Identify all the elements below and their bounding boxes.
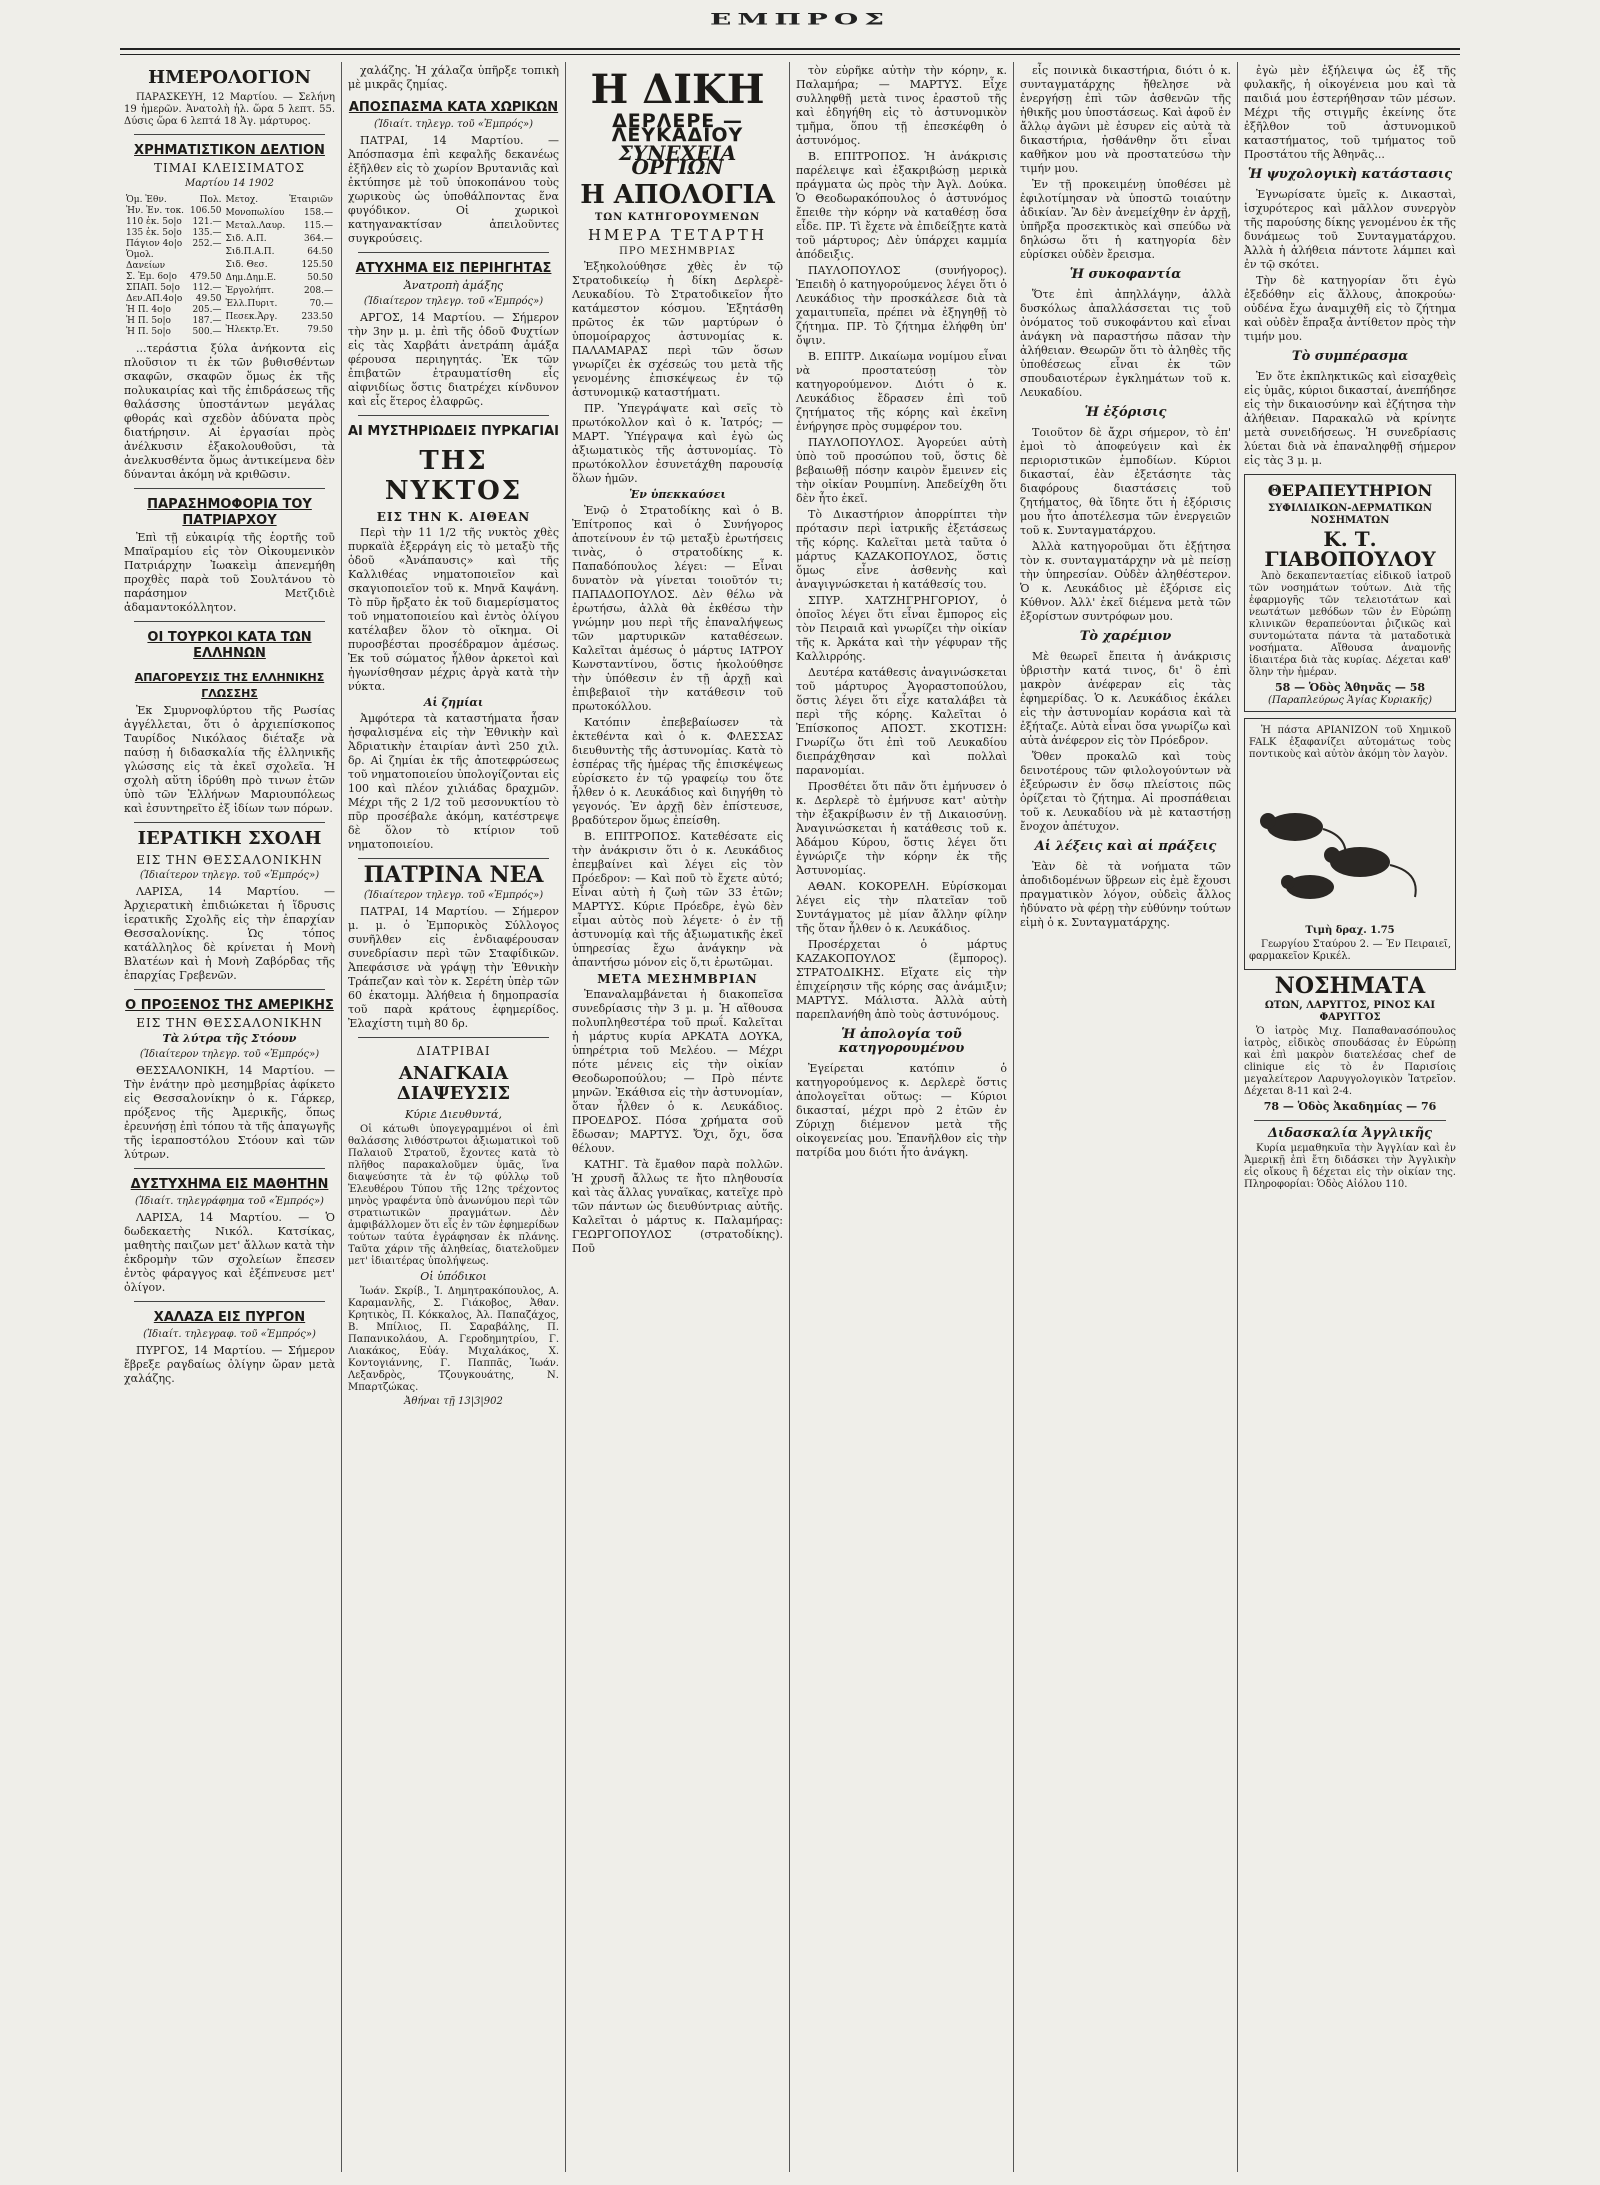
quotes-left xyxy=(124,195,224,338)
col5-text-3: Ἀλλὰ κατηγοροῦμαι ὅτι ἐξῄτησα τὸν κ. συνταγματάρχην νὰ μὲ πείσῃ τὴν ὑπηρεσίαν. Οὐδὲν ἀληθέστερον. Ὁ κ. Λευκάδιος μὲ ἐξόρισε εἰς Κύθνον. Ἀλλ' ἐκεῖ διέμενα μετὰ τῶν ἐξορίστων συντρόφων μου. xyxy=(1020,540,1231,623)
quote-value: Πολ. xyxy=(199,195,222,205)
rats-illustration xyxy=(1249,767,1451,917)
quote-value: 233.50 xyxy=(301,312,333,322)
column-2 xyxy=(342,62,566,2172)
quote-row xyxy=(224,325,336,338)
fire-subtitle: ΕΙΣ ΤΗΝ Κ. ΑΙΘΕΑΝ xyxy=(376,510,531,524)
bishop-subtitle: ΕΙΣ ΤΗΝ ΘΕΣΣΑΛΟΝΙΚΗΝ xyxy=(136,853,323,867)
conclusion-title: Τὸ συμπέρασμα xyxy=(1291,349,1409,364)
denial-footer: Ἀθήναι τῇ 13|3|902 xyxy=(404,1396,503,1407)
quote-name: Δεν.ΑΠ.4ο|ο xyxy=(126,294,183,304)
clinic-title: ΘΕΡΑΠΕΥΤΗΡΙΟΝ xyxy=(1267,481,1433,500)
quote-name: Ἡ Π. 4ο|ο xyxy=(126,305,171,315)
lessons-title: Διδασκαλία Ἀγγλικῆς xyxy=(1267,1126,1433,1141)
consul-text: ΘΕΣΣΑΛΟΝΙΚΗ, 14 Μαρτίου. — Τὴν ἐνάτην πρὸ μεσημβρίας ἀφίκετο εἰς Θεσσαλονίκην ὁ κ. Γάρκερ, πρόξενος τῆς Ἀμερικῆς, ὅπως ἐρευνήσῃ ἐπὶ τόπου τὰ τῆς ἀπαγωγῆς τῆς ἱεραποστόλου Στόουν καὶ τῶν λύτρων. xyxy=(124,1064,335,1161)
hail-text: ΠΥΡΓΟΣ, 14 Μαρτίου. — Σήμερον ἔβρεξε ραγδαίως ὀλίγην ὥραν μετὰ χαλάζης. xyxy=(124,1344,335,1385)
quote-row xyxy=(224,260,336,273)
quote-name: Ἐργολήπτ. xyxy=(225,286,275,296)
quote-row xyxy=(124,294,224,305)
clinic-address-2: (Παραπλεύρως Ἁγίας Κυριακῆς) xyxy=(1268,695,1432,706)
column-4 xyxy=(790,62,1014,2172)
conclusion-text: Ἐν ὅτε ἐκπληκτικῶς καὶ εἰσαχθεὶς εἰς ὑμᾶς, κύριοι δικασταί, ἀνεπήδησε εἰς τὴν δικαιοσύνην καὶ ἐζήτησα τὴν ἀλήθειαν. Παρακαλῶ νὰ κρίνητε μετὰ συνειδήσεως. Ἡ συνεδρίασις λύεται διὰ νὰ ἐπαναληφθῇ σήμερον εἰς τὰς 3 μ. μ. xyxy=(1244,370,1456,467)
rat-text: Ἡ πάστα ΑΡΙΑΝΙΖΟΝ τοῦ Χημικοῦ FALK ἐξαφανίζει αὐτομάτως τοὺς ποντικοὺς καὶ αὐτὸν ἀκόμη τὸν λαγὸν. xyxy=(1249,725,1451,760)
disease-address: 78 — Ὁδὸς Ἀκαδημίας — 76 xyxy=(1263,1100,1437,1113)
exchange-title: ΧΡΗΜΑΤΙΣΤΙΚΟΝ ΔΕΛΤΙΟΝ xyxy=(134,143,325,158)
quote-value: 187.— xyxy=(192,316,222,326)
tourists-text: ΑΡΓΟΣ, 14 Μαρτίου. — Σήμερον τὴν 3ην μ. μ. ἐπὶ τῆς ὁδοῦ Φυχτίων εἰς τὰς Χαρβάτι ἀνετράπη ἁμάξα φέρουσα περιηγητάς. Ἐκ τῶν ἐπιβατῶν ἐτραυματίσθη εἷς αἰφνιδίως ὅστις διατρέχει κίνδυνον καὶ εἷς ἕτερος ἐλαφρῶς. xyxy=(348,311,559,408)
col5-text-1: εἷς ποινικὰ δικαστήρια, διότι ὁ κ. συνταγματάρχης ἤθελησε νὰ ἐνεργήσῃ ἐπὶ τῶν ἀσθενῶν τῆς ἠθικῆς μου ὑποστάσεως. Καὶ ἀφοῦ ἐν ἄλλῳ ἀγῶνι μὲ ἐσυρεν εἰς αὐτὰ τὰ δικαστήρια, ἠσθάνθην ὅτι εἶναι καθῆκον μου νὰ προστατεύσω τὴν τιμήν μου. xyxy=(1020,64,1231,175)
quote-value: 49.50 xyxy=(195,294,222,304)
fire-subhead: Αἱ ζημίαι xyxy=(423,696,484,709)
quote-row xyxy=(124,217,224,228)
masthead-title: ΕΜΠΡΟΣ xyxy=(709,10,891,29)
quote-value: 121.— xyxy=(192,217,222,227)
consul-title: Ο ΠΡΟΞΕΝΟΣ ΤΗΣ ΑΜΕΡΙΚΗΣ xyxy=(125,998,334,1013)
quote-name: Μεταλ.Λαυρ. xyxy=(225,221,286,231)
student-dateline: (Ἰδιαίτ. τηλεγράφημα τοῦ «Ἐμπρός») xyxy=(135,1196,324,1207)
trial-session: ΠΡΟ ΜΕΣΗΜΒΡΙΑΣ xyxy=(619,246,736,257)
quote-name: Ἡ Π. 5ο|ο xyxy=(126,316,171,326)
denial-salute: Κύριε Διευθυντά, xyxy=(405,1108,502,1121)
column-6 xyxy=(1238,62,1462,2172)
harem-title: Τὸ χαρέμιον xyxy=(1079,629,1172,644)
fire-title-2: ΤΗΣ ΝΥΚΤΟΣ xyxy=(384,446,523,506)
disease-subtitle: ΩΤΩΝ, ΛΑΡΥΓΓΟΣ, ΡΙΝΟΣ ΚΑΙ ΦΑΡΥΓΓΟΣ xyxy=(1264,1000,1436,1023)
quote-row xyxy=(224,312,336,325)
fire-text: Περὶ τὴν 11 1/2 τῆς νυκτὸς χθὲς πυρκαϊὰ ἐξερράγη εἰς τὸ μεταξὺ τῆς ὁδοῦ «Ἀνάπαυσις» καὶ τῆς Καλλιθέας νηματοποιεῖον καὶ σκαγιοποιεῖον τοῦ κ. Μηνᾶ Καψάνη. Τὸ πῦρ ἤρξατο ἐκ τοῦ διαμερίσματος τοῦ νηματοποιείου καὶ ἐντὸς ὀλίγου κατέλαβεν ὅλον τὸ οἴκημα. Οἱ πυροσβέσται προσέδραμον ἀμέσως. Ἐκ τοῦ σώματος ἦλθον ἀρκετοὶ καὶ ἠγωνίσθησαν μέχρις ἀργὰ κατὰ τὴν νύκτα. xyxy=(348,526,559,693)
words-title: Αἱ λέξεις καὶ αἱ πράξεις xyxy=(1034,839,1217,854)
words-text: Ἐὰν δὲ τὰ νοήματα τῶν ἀποδιδομένων ὕβρεων εἰς ἐμὲ ἔχουσι πραγματικὸν λόγον, οὐδεὶς ἄλλος ἠδύνατο νὰ φέρῃ τὴν εὐθύνην τούτων εἰμὴ ὁ κ. Συνταγματάρχης. xyxy=(1020,860,1231,929)
defense-text: Ἐγείρεται κατόπιν ὁ κατηγορούμενος κ. Δερλερὲ ὅστις ἀπολογεῖται οὕτως: — Κύριοι δικασταί, μέχρι πρὸ 2 ἐτῶν ἐν Ζύριχῃ διέμενον μετὰ τῆς οἰκογενείας μου. Ἐπανῆλθον εἰς τὴν πατρίδα μου διότι ἦτο ἀνάγκη. xyxy=(796,1062,1007,1159)
col4-pavlopoulos-2: ΠΑΥΛΟΠΟΥΛΟΣ. Ἀγορεύει αὐτὴ ὑπὸ τοῦ προσώπου τοῦ, ὅστις δὲ βεβαιωθῇ πόσην καιρὸν ἔμεινεν εἰς τὴν οἰκίαν Ρουμπίνη. Ἀπεδείχθη ὅτι δὲν ἦτο ἐκεῖ. xyxy=(796,436,1007,505)
quote-row xyxy=(124,239,224,250)
quote-value: 115.— xyxy=(303,221,333,231)
quote-row xyxy=(124,305,224,316)
patriarch-title: ΠΑΡΑΣΗΜΟΦΟΡΙΑ ΤΟΥ ΠΑΤΡΙΑΡΧΟΥ xyxy=(147,497,312,528)
sycophancy-title: Ἡ συκοφαντία xyxy=(1069,267,1182,282)
column-5 xyxy=(1014,62,1238,2172)
col4-pavlopoulos-1: ΠΑΥΛΟΠΟΥΛΟΣ (συνήγορος). Ἐπειδὴ ὁ κατηγορούμενος λέγει ὅτι ὁ Λευκάδιος τὴν προσκάλεσε διὰ τὰ χαμαιτυπεῖα, πρέπει νὰ ἐξηγηθῇ τὸ ζήτημα. ΠΡ. Τὸ ζήτημα ἐλήφθη ὑπ' ὄψιν. xyxy=(796,264,1007,347)
rat-shop: Γεωργίου Σταύρου 2. — Ἐν Πειραιεῖ, φαρμακεῖον Κρικέλ. xyxy=(1249,939,1451,962)
patriarch-text: Ἐπὶ τῇ εὐκαιρίᾳ τῆς ἑορτῆς τοῦ Μπαϊραμίου εἰς τὸν Οἰκουμενικὸν Πατριάρχην Ἰωακεὶμ ἀπενεμήθη προχθὲς παρὰ τοῦ Σουλτάνου τὸ παράσημον Μετζιδιὲ ἀδαμαντοκόλλητον. xyxy=(124,531,335,614)
col4-text-3: Β. ΕΠΙΤΡ. Δικαίωμα νομίμου εἶναι νὰ προστατεύσῃ τὸν κατηγορούμενον. Διότι ὁ κ. Λευκάδιος ἔδρασεν ἐπὶ τοῦ ζητήματος τῆς κόρης καὶ ἐκεῖνη ἐνήργησε πρὸς συμφέρον του. xyxy=(796,350,1007,433)
quote-name: Μονοπωλίου xyxy=(225,208,285,218)
exile-title: Ἡ ἐξόρισις xyxy=(1084,405,1167,420)
denial-text: Οἱ κάτωθι ὑπογεγραμμένοι οἱ ἐπὶ θαλάσσης λιθόστρωτοι ἀξιωματικοὶ τοῦ Παλαιοῦ Στρατοῦ, ἔχοντες κατὰ τὸ πλῆθος παρακαλοῦμεν ὑμᾶς, ἵνα διαψεύσητε τὰ ἐν τῷ φύλλῳ τοῦ Ἐλευθέρου Τύπου τῆς 12ης τρέχοντος μηνὸς γραφέντα ὑπὸ ἀνωνύμου περὶ τῶν στρατιωτικῶν πραγμάτων. Δὲν ἀμφιβάλλομεν ὅτι εἷς ἐν τῶν ἐφημερίδων τούτων ταύτα ἐγράφησαν ἐκ πλάνης. Ταῦτα χάριν τῆς ἀληθείας, διατελοῦμεν μετ' ἰδιαιτέρας ὑπολήψεως. xyxy=(348,1124,559,1267)
quotes-right xyxy=(224,195,336,338)
quote-value: 158.— xyxy=(303,208,333,218)
quote-value: Ἑταιριῶν xyxy=(289,195,333,205)
bishop-title: ΙΕΡΑΤΙΚΗ ΣΧΟΛΗ xyxy=(137,828,322,849)
divider xyxy=(358,415,549,416)
trial-title-4: Η ΑΠΟΛΟΓΙΑ xyxy=(580,180,775,210)
quote-name: Δημ.Δημ.Ε. xyxy=(225,273,277,283)
quote-row xyxy=(124,283,224,294)
fire-text-2: Ἀμφότερα τὰ καταστήματα ἦσαν ἠσφαλισμένα εἰς τὴν Ἐθνικὴν καὶ Ἀδριατικὴν ἑταιρίαν ἀντὶ 250 χιλ. δρ. Αἱ ζημίαι ἐκ τῆς ἀποτεφρώσεως τοῦ νηματοποιείου ὑπολογίζονται εἰς 100 καὶ πλέον χιλιάδας δραχμῶν. Μέχρι τῆς 2 1/2 τοῦ μεσονυκτίου τὸ πῦρ προσέβαλε ἀκόμη, κατέστρεψε δὲ ὅλον τὸ κτίριον τοῦ νηματοποιείου. xyxy=(348,712,559,851)
quote-value: 50.50 xyxy=(307,273,333,283)
consul-subtitle-2: Τὰ λύτρα τῆς Στόουν xyxy=(162,1032,297,1045)
quote-value: 479.50 xyxy=(190,272,222,282)
quote-row xyxy=(124,327,224,338)
quote-value: 208.— xyxy=(303,286,333,296)
col6-text-2: Τὴν δὲ κατηγορίαν ὅτι ἐγὼ ἐξεδόθην εἰς ἄλλους, ἀποκρούω· οὐδένα ἔχω ἀναμιχθῆ εἰς τὸ ζήτημα καὶ οὐδὲν ἔπραξα ἀντίθετον πρὸς τὴν τιμήν μου. xyxy=(1244,274,1456,343)
quote-value: 252.— xyxy=(192,239,222,249)
quote-row xyxy=(124,228,224,239)
quote-value: 125.50 xyxy=(301,260,333,270)
psych-title: Ἡ ψυχολογικὴ κατάστασις xyxy=(1247,167,1453,182)
divider xyxy=(134,621,325,622)
quote-row xyxy=(224,273,336,286)
trial-text-6: Ἐπαναλαμβάνεται ἡ διακοπεῖσα συνεδρίασις τὴν 3 μ. μ. Ἡ αἴθουσα πολυπληθεστέρα τοῦ πρωΐ. Καλεῖται ἡ μάρτυς κυρία ΑΡΚΑΤΑ ΔΟΥΚΑ, ὑπηρέτρια τοῦ Μελέου. — Μέχρι πότε μένεις εἰς τὴν οἰκίαν Θεοδωροπούλου; — Πρὸ πέντε μηνῶν. Ἐκάθισα εἰς τὴν ἀστυνομίαν, ὅταν ἦλθεν ὁ κ. Λευκάδιος. ΠΡΟΕΔΡΟΣ. Πόσα χρήματα σοῦ ἔδωσαν; ΜΑΡΤΥΣ. Ὄχι, ὄχι, ὅσα θέλουν. xyxy=(572,988,783,1155)
quote-value: 135.— xyxy=(192,228,222,238)
quote-row xyxy=(124,195,224,206)
patras-title: ΠΑΤΡΙΝΑ ΝΕΑ xyxy=(363,862,544,888)
exile-text: Τοιοῦτον δὲ ἄχρι σήμερον, τὸ ἐπ' ἐμοὶ τὸ ἀποφεύγειν καὶ ἐκ περιοριστικῶν ἐμποδίων. Κύριοι δικασταί, ἐὰν ἐξετάσητε τὰς διαφόρους διαστάσεις τοῦ ζητήματος, θὰ ἴδητε ὅτι ἡ ἐξόρισις μου ἦτο ἀποτέλεσμα τῶν ἐνεργειῶν τοῦ κ. Συνταγματάρχου. xyxy=(1020,426,1231,537)
quote-name: Σιδ. Θεσ. xyxy=(225,260,268,270)
quote-value: 112.— xyxy=(192,283,222,293)
trial-text-1: Ἐξηκολούθησε χθὲς ἐν τῷ Στρατοδικείῳ ἡ δίκη Δερλερὲ-Λευκαδίου. Τὸ Στρατοδικεῖον ἦτο κατάμεστον κόσμου. Ἐξητάσθη πρῶτος ἐκ τῶν μαρτύρων ὁ ὑπομοίραρχος ἀστυνομίας κ. ΠΑΛΑΜΑΡΑΣ περὶ τῶν ὅσων γνωρίζει ἐκ σχέσεώς του μετὰ τῆς γενομένης ἐπισκέψεως ἐν τῷ ἀστυνομικῷ καταστήματι. xyxy=(572,260,783,399)
greeks-text: Ἐκ Σμυρνοφλύρτου τῆς Ρωσίας ἀγγέλλεται, ὅτι ὁ ἀρχιεπίσκοπος Ταυρίδος Νικόλαος διέταξε νὰ παύσῃ ἡ διδασκαλία τῆς ἑλληνικῆς γλώσσης εἰς τὰ ἐκεῖ σχολεῖα. Ἡ σχολὴ αὕτη ἱδρύθη πρὸ τινων ἐτῶν ὑπὸ τῶν Ἑλλήνων Μαριουπόλεως καὶ ἐσυντηρεῖτο ἐξ ἰδίων των πόρων. xyxy=(124,704,335,815)
quote-row xyxy=(224,299,336,312)
divider xyxy=(134,1168,325,1169)
trial-text-4: Κατόπιν ἐπεβεβαίωσεν τὰ ἐκτεθέντα καὶ ὁ κ. ΦΛΕΣΣΑΣ διευθυντὴς τῆς ἀστυνομίας. Κατὰ τὸ ἑσπέρας τῆς ἡμέρας τῆς ἐπισκέψεως εὑρίσκετο ἐν τῷ γραφείῳ του ὅτε ἦλθεν ὁ κ. Λευκάδιος καὶ διηγήθη τὸ γεγονός. Ἐν ἀρχῇ δὲν ἐπίστευσε, βραδύτερον ὅμως ἐπείσθη. xyxy=(572,716,783,827)
trial-session-2: ΜΕΤΑ ΜΕΣΗΜΒΡΙΑΝ xyxy=(597,972,758,986)
col4-text-6: Προσθέτει ὅτι πᾶν ὅτι ἐμήνυσεν ὁ κ. Δερλερὲ τὸ ἐμήνυσε κατ' αὐτὴν τὴν ἐξακρίβωσιν ἐν τῇ Δικαιοσύνῃ. Ἀναγινώσκεται ἡ κατάθεσις τοῦ κ. Ἀδάμου Κύρου, ὅστις λέγει ὅτι ἐγνώριζε τὴν κόρην ἐκ τῆς Ἀστυνομίας. xyxy=(796,780,1007,877)
quote-name: ΣΠΑΠ. 5ο|ο xyxy=(126,283,180,293)
denial-sign-label: Οἱ ὑπόδικοι xyxy=(420,1270,487,1283)
denial-title: ΑΝΑΓΚΑΙΑ ΔΙΑΨΕΥΣΙΣ xyxy=(396,1063,511,1104)
quote-value: 64.50 xyxy=(307,247,333,257)
harem-text: Μὲ θεωρεῖ ἔπειτα ἡ ἀνάκρισις ὑβριστὴν κατά τινος, δι' ὃ ἐπὶ μακρὸν ἀνέφεραν εἰς τὰς ἐφημερίδας. Ὁ κ. Λευκάδιος ἐκάλει εἰς τὴν ἀστυνομίαν κοράσια καὶ τὰ ἐξήταζε. Αὐτὰ εἶναι ὅσα γνωρίζω καὶ αὐτὰ ἀνέφερον εἰς τὸν Πρόεδρον. xyxy=(1020,650,1231,747)
divider xyxy=(134,134,325,135)
patras-dateline: (Ἰδιαίτερον τηλεγρ. τοῦ «Ἐμπρός») xyxy=(363,890,544,901)
quote-row xyxy=(124,206,224,217)
col4-athanas: ΑΘΑΝ. ΚΟΚΟΡΕΛΗ. Εὑρίσκομαι λέγει εἰς τὴν πλατεῖαν τοῦ Συντάγματος μὲ μίαν ἄλλην φίλην τῆς ὅταν ἦλθεν ὁ κ. Λευκάδιος. xyxy=(796,880,1007,935)
villages-title: ΑΠΟΣΠΑΣΜΑ ΚΑΤΑ ΧΩΡΙΚΩΝ xyxy=(348,100,559,115)
quote-row xyxy=(224,195,336,208)
quote-name: Ἑλλ.Πυριτ. xyxy=(225,299,278,309)
quote-value: 70.— xyxy=(309,299,333,309)
clinic-name: Κ. Τ. ΓΙΑΒΟΠΟΥΛΟΥ xyxy=(1264,527,1436,571)
quote-value: 205.— xyxy=(192,305,222,315)
trial-text-5: Β. ΕΠΙΤΡΟΠΟΣ. Κατεθέσατε εἰς τὴν ἀνάκρισιν ὅτι ὁ κ. Λευκάδιος ἐπεμβαίνει καὶ λέγει εἰς τὸν Πρόεδρον: — Καὶ ποῦ τὸ ἔχετε αὐτό; Εἶναι αὐτὴ ἡ ζωὴ τῶν 33 ἐτῶν; ΜΑΡΤΥΣ. Κύριε Πρόεδρε, ἐγὼ δὲν εἶμαι αὐτὸς ποὺ λέγετε· ὁ ἐν τῇ ἀστυνομίᾳ καὶ τῆς ἀξιωματικῆς ἐκεῖ ὑπηρεσίας ἔχω ἀνάγκην νὰ ἀπαντήσω μόνον εἰς ὅ,τι ἐρωτῶμαι. xyxy=(572,830,783,969)
quote-name: Ὁμ. Ἐθν. xyxy=(126,195,167,205)
disease-text: Ὁ ἰατρὸς Μιχ. Παπαθανασόπουλος ἰατρὸς, εἰδικὸς σπουδάσας ἐν Εὐρώπῃ καὶ ἐπὶ μακρὸν διατελέσας chef de clinique εἰς τὸ ἐν Παρισίοις μεγαλείτερον Λαρυγγολογικὸν Ἰατρεῖον. Δέχεται 8-11 καὶ 2-4. xyxy=(1244,1026,1456,1097)
quote-name: Ἡ Π. 5ο|ο xyxy=(126,327,171,337)
col4-text-2: Β. ΕΠΙΤΡΟΠΟΣ. Ἡ ἀνάκρισις παρέλειψε καὶ ἐξακριβώσῃ μερικὰ πράγματα ὡς πρὸς τὴν Ἀγλ. Δούκα. Ὁ Θεοδωρακόπουλος ὁ ἀστυνόμος ἔπειθε τὴν κόρην νὰ καταθέσῃ ὅσα εἶδε. ΠΡ. Τὶ ἔχετε νὰ ἐπιδείξῃτε κατὰ τοῦ μάρτυρος; Δὲν ὑπάρχει καμμία ἀπόδειξις. xyxy=(796,150,1007,261)
tourists-dateline: (Ἰδιαίτερον τηλεγρ. τοῦ «Ἐμπρός») xyxy=(363,296,544,307)
trial-text-3: Ἐνῷ ὁ Στρατοδίκης καὶ ὁ Β. Ἐπίτροπος καὶ ὁ Συνήγορος ἀποτείνουν ἐν τῷ μεταξὺ ἐρωτήσεις τινὰς, ὁ στρατοδίκης κ. Παπαδόπουλος λέγει: — Εἶναι δυνατὸν νὰ γίνεται τοιοῦτόν τι; ΠΑΠΑΔΟΠΟΥΛΟΣ. Δὲν θέλω νὰ ἐρωτήσω, ἀλλὰ θὰ ἐκθέσω τὴν γνώμην μου περὶ τῆς ἐπαναλήψεως τῶν μαρτυρικῶν καταθέσεων. Καλεῖται ἀμέσως ὁ μάρτυς ΙΑΤΡΟΥ Κωνσταντίνου, ὅστις ἠκολούθησε τὴν ὑπόθεσιν ἐν τῇ ἀρχῇ καὶ ἐπιβεβαιοῖ τὴν κατάθεσιν τοῦ πρωτοκόλλου. xyxy=(572,504,783,713)
quote-name: Πεσεκ.Ἀργ. xyxy=(225,312,278,322)
col5-text-2: Ἐν τῇ προκειμένῃ ὑποθέσει μὲ ἐφιλοτίμησαν νὰ ὑποστῶ τοιαύτην ἀδικίαν. Ἂν δὲν ἀνεμείχθην ἐν ἀρχῇ, ὑπῆρξα προσεκτικὸς καὶ σπεύδω νὰ δηλώσω ὅτι ἡ κατηγορία δὲν εὑρίσκει οὐδὲν ἔρεισμα. xyxy=(1020,178,1231,261)
trial-title-3: ΣΥΝΕΧΕΙΑ ΟΡΓΙΩΝ xyxy=(618,141,737,179)
villages-text: ΠΑΤΡΑΙ, 14 Μαρτίου. — Ἀπόσπασμα ἐπὶ κεφαλῆς δεκανέως ἐξῆλθεν εἰς τὸ χωρίον Βρυτανιᾶς καὶ ἐκτύπησε μὲ τοῦ ὑποκοπάνου τοὺς χωρικοὺς ὡς ὑποθάλποντας ἕνα φυγόδικον. Οἱ χωρικοὶ κατηγανακτίσαν ἀπειλοῦντες συγκρούσεις. xyxy=(348,134,559,245)
divider xyxy=(358,1037,549,1038)
divider xyxy=(134,1301,325,1302)
quote-row xyxy=(124,250,224,272)
denial-signatories: Ἰωάν. Σκρίβ., Ἰ. Δημητρακόπουλος, Α. Καραμανλῆς, Σ. Γιάκοβος, Ἀθαν. Κρητικὸς, Π. Κόκκαλος, Ἀλ. Παπαζάχος, Β. Μπίλιος, Π. Σαραβάλης, Π. Παπανικολάου, Α. Γεροδημητρίου, Γ. Λιακάκος, Εὐάγ. Μιχαλάκος, Χ. Κοντογιάννης, Γ. Παππᾶς, Ἰωάν. Λεξανδρὸς, Τζουγκουάτης, Ν. Μπαρτζώκας. xyxy=(348,1286,559,1393)
column-1 xyxy=(118,62,342,2172)
greeks-subtitle: ΑΠΑΓΟΡΕΥΣΙΣ ΤΗΣ ΕΛΛΗΝΙΚΗΣ ΓΛΩΣΣΗΣ xyxy=(134,671,325,700)
calendar-title: ΗΜΕΡΟΛΟΓΙΟΝ xyxy=(148,67,311,88)
quote-row xyxy=(224,247,336,260)
trial-title: Η ΔΙΚΗ xyxy=(590,66,765,113)
exchange-subtitle: ΤΙΜΑΙ ΚΛΕΙΣΙΜΑΤΟΣ xyxy=(154,161,305,175)
quote-row xyxy=(224,208,336,221)
trial-text-2: ΠΡ. Ὑπεγράψατε καὶ σεῖς τὸ πρωτόκολλον καὶ ὁ κ. Ἰατρός; — ΜΑΡΤ. Ὑπέγραψα καὶ ἐγὼ ὡς ἀξιωματικὸς τῆς ἀστυνομίας. Τὸ πρωτόκολλον ἐσυνετάχθη παρουσίᾳ ὅλων ἡμῶν. xyxy=(572,402,783,485)
greeks-title: ΟΙ ΤΟΥΡΚΟΙ ΚΑΤΑ ΤΩΝ ΕΛΛΗΝΩΝ xyxy=(147,630,312,661)
clinic-ad xyxy=(1244,474,1456,712)
rat-price: Τιμὴ δραχ. 1.75 xyxy=(1305,925,1395,936)
lessons-text: Κυρία μεμαθηκυῖα τὴν Ἀγγλίαν καὶ ἐν Ἀμερικῇ ἐπὶ ἔτη διδάσκει τὴν Ἀγγλικὴν εἰς οἴκους ἢ δέχεται εἰς τὴν οἰκίαν της. Πληροφορίαι: Ὁδὸς Αἰόλου 110. xyxy=(1244,1143,1456,1190)
quote-name: 135 ἐκ. 5ο|ο xyxy=(126,228,182,238)
quote-value: 106.50 xyxy=(190,206,222,216)
consul-dateline: (Ἰδιαίτερον τηλεγρ. τοῦ «Ἐμπρός») xyxy=(139,1049,320,1060)
quote-name: Μετοχ. xyxy=(225,195,259,205)
col6-text-1: ἐγὼ μὲν ἐξήλειψα ὡς ἐξ τῆς φυλακῆς, ἡ οἰκογένεια μου καὶ τὰ παιδιά μου ἐστερήθησαν τῶν μέσων. Μέχρι τῆς στιγμῆς ἐκείνης ὅτε ἐξῆλθον τοῦ ἀστυνομικοῦ καταστήματος, τοῦ τμήματος τοῦ Προστάτου τῆς Ἀθηνᾶς... xyxy=(1244,64,1456,161)
divider xyxy=(358,858,549,859)
col5-text-4: Ὅθεν προκαλῶ καὶ τοὺς δεινοτέρους τῶν φιλολογούντων νὰ ἐξεύρωσιν ἐν ὅσῳ πλείστοις πῶς ὀρίζεται τὸ ζήτημα. Αἱ προσπάθειαι τοῦ κ. Λευκαδίου νὰ μὲ καταστήσῃ ἔνοχον ἀπέτυχον. xyxy=(1020,750,1231,833)
col4-text-4: Τὸ Δικαστήριον ἀπορρίπτει τὴν πρότασιν περὶ ἰατρικῆς ἐξετάσεως τῆς κόρης. Καλεῖται μετὰ ταῦτα ὁ μάρτυς ΚΑΖΑΚΟΠΟΥΛΟΣ, ὅστις ὅμως εἶνε ἀσθενὴς καὶ ἀναγιγνώσκεται ἡ κατάθεσίς του. xyxy=(796,508,1007,591)
student-title: ΔΥΣΤΥΧΗΜΑ ΕΙΣ ΜΑΘΗΤΗΝ xyxy=(130,1177,329,1192)
sycophancy-text: Ὅτε ἐπὶ ἀπηλλάγην, ἀλλὰ δυσκόλως ἀπαλλάσσεται τις τοῦ ὀνόματος τοῦ συκοφάντου καὶ εἶναι ἀνάγκη νὰ παραστήσω πᾶσαν τὴν ἀλήθειαν. Θεωρῶν ὅτι τὸ ἀληθὲς τῆς ὑποθέσεως εἶναι ἐκ τῶν σπουδαιοτέρων ἐγκλημάτων τοῦ κ. Λευκαδίου. xyxy=(1020,288,1231,399)
quote-row xyxy=(124,316,224,327)
bishop-dateline: (Ἰδιαίτερον τηλεγρ. τοῦ «Ἐμπρός») xyxy=(139,870,320,881)
clinic-subtitle: ΣΥΦΙΛΙΔΙΚΩΝ-ΔΕΡΜΑΤΙΚΩΝ ΝΟΣΗΜΑΤΩΝ xyxy=(1268,503,1432,526)
consul-subtitle: ΕΙΣ ΤΗΝ ΘΕΣΣΑΛΟΝΙΚΗΝ xyxy=(136,1016,323,1030)
trial-title-5: ΤΩΝ ΚΑΤΗΓΟΡΟΥΜΕΝΩΝ xyxy=(594,212,761,223)
quote-row xyxy=(224,234,336,247)
fire-title: ΑΙ ΜΥΣΤΗΡΙΩΔΕΙΣ ΠΥΡΚΑΓΙΑΙ xyxy=(348,424,559,439)
tourists-subtitle: Ἀνατροπὴ ἁμάξης xyxy=(403,279,504,292)
divider xyxy=(1254,1120,1446,1121)
psych-text: Ἐγνωρίσατε ὑμεῖς κ. Δικασταὶ, ἰσχυρότερος καὶ μᾶλλον συνεργὸν τῆς παρούσης δίκης γενομένου ἐκ τῆς δυνάμεως τοῦ Συνταγματάρχου. Ἀλλὰ ἡ ἀλήθεια πάντοτε λάμπει καὶ ἐν τῷ σκότει. xyxy=(1244,188,1456,271)
patras-text: ΠΑΤΡΑΙ, 14 Μαρτίου. — Σήμερον μ. μ. ὁ Ἐμπορικὸς Σύλλογος συνῆλθεν εἰς ἐνδιαφέρουσαν συνεδρίασιν περὶ τῶν Σταφίδικῶν. Ἀπεφάσισε νὰ γράψῃ τὴν Ἐθνικὴν Τράπεζαν καὶ τὸν κ. Σερέτη ὑπὲρ τῶν 60 ἑκατομμ. Ἀλήθεια ἡ δημοπρασία τοῦ παρὰ κράτους ἐφημερίδος. Ἐλαχίστη τιμὴ 80 δρ. xyxy=(348,905,559,1030)
rat-poison-ad xyxy=(1244,718,1456,970)
bishop-text: ΛΑΡΙΣΑ, 14 Μαρτίου. — Ἀρχιερατικὴ ἐπιδιώκεται ἡ ἵδρυσις ἱερατικῆς Σχολῆς εἰς τὴν ἐπαρχίαν Θεσσαλονίκης. Ὡς τόπος κατάλληλος δὲ κρίνεται ἡ Μονὴ Βλατέων καὶ ἡ Μονὴ Ζαβόρδας τῆς ἐπαρχίας Γρεβενῶν. xyxy=(124,885,335,982)
quote-name: Σιδ. Α.Π. xyxy=(225,234,267,244)
masthead-rule xyxy=(120,48,1460,55)
quote-name: Σ. Ἐμ. 6ο|ο xyxy=(126,272,177,282)
divider xyxy=(134,989,325,990)
quote-value: 500.— xyxy=(192,327,222,337)
hail-dateline: (Ἰδιαίτ. τηλεγραφ. τοῦ «Ἐμπρός») xyxy=(143,1329,316,1340)
hail-title: ΧΑΛΑΖΑ ΕΙΣ ΠΥΡΓΟΝ xyxy=(153,1310,306,1325)
clinic-address: 58 — Ὁδὸς Ἀθηνᾶς — 58 xyxy=(1274,681,1426,694)
hail-continued: χαλάζης. Ἡ χάλαζα ὑπῆρξε τοπικὴ μὲ μικρᾶς ζημίας. xyxy=(348,64,559,91)
quote-name: Ἠλεκτρ.Ἑτ. xyxy=(225,325,280,335)
trial-text-7: ΚΑΤΗΓ. Τὰ ἔμαθον παρὰ πολλῶν. Ἡ χρυσῆ ἄλλως τε ἤτο πληθουσία καὶ τὰς ἄλλας γυναῖκας, κατεῖχε πρὸ τῶν πάντων ὡς διευθύντριας αὐτῆς. Καλεῖται ὁ μάρτυς κ. Παλαμήρας: ΓΕΩΡΓΟΠΟΥΛΟΣ (στρατοδίκης). Ποῦ xyxy=(572,1158,783,1255)
villages-dateline: (Ἰδιαίτ. τηλεγρ. τοῦ «Ἐμπρός») xyxy=(373,119,534,130)
quote-row xyxy=(224,286,336,299)
quote-name: Σιδ.Π.Α.Π. xyxy=(225,247,275,257)
col4-text-1: τὸν εὑρῆκε αὐτὴν τὴν κόρην, κ. Παλαμήρα; — ΜΑΡΤΥΣ. Εἶχε συλληφθῇ μετὰ τινος ἐραστοῦ τῆς καὶ ἐδηγήθη εἰς τὸ ἀστυνομικὸν τμῆμα, ὅπου τῇ ἐπεσκέφθη ὁ ἀστυνόμος. xyxy=(796,64,1007,147)
divider xyxy=(358,252,549,253)
newspaper-page xyxy=(118,62,1462,2172)
quote-value: 79.50 xyxy=(307,325,333,335)
quote-name: Ἠν. Ἐν. τοκ. xyxy=(126,206,184,216)
clinic-text: Ἀπὸ δεκαπενταετίας εἰδικοῦ ἰατροῦ τῶν νοσημάτων τούτων. Διὰ τῆς ἐφαρμογῆς τῶν τελειοτάτων καὶ νεωτάτων μεθόδων τῶν ἐν Εὐρώπῃ κλινικῶν θεραπεύονται ῥιζικῶς καὶ συντομώτατα πάντα τὰ ματαδοτικὰ νοσήματα. Αἴθουσα ἀναμονῆς ἰδιαιτέρα διὰ τὰς κυρίας. Δέχεται καθ' ὅλην τὴν ἡμέραν. xyxy=(1249,571,1451,678)
quotes-table xyxy=(124,193,335,340)
col4-kazakopoulos: Προσέρχεται ὁ μάρτυς ΚΑΖΑΚΟΠΟΥΛΟΣ (ἔμπορος). ΣΤΡΑΤΟΔΙΚΗΣ. Εἴχατε εἰς τὴν ἐπιχείρησιν τῆς κόρης σας ἀνάμιξιν; ΜΑΡΤΥΣ. Μάλιστα. Ἀλλὰ αὐτὴ παρεπλανήθη ἀπὸ τοὺς ἀστυνόμους. xyxy=(796,938,1007,1021)
column-3 xyxy=(566,62,790,2172)
student-text: ΛΑΡΙΣΑ, 14 Μαρτίου. — Ὁ δωδεκαετὴς Νικόλ. Κατσίκας, μαθητὴς παιζων μετ' ἄλλων κατὰ τὴν ἐκδρομὴν τῶν σχολείων ἔπεσεν ἐντὸς φάραγγος καὶ ἐξέπνευσε μετ' ὀλίγον. xyxy=(124,1211,335,1294)
tourists-title: ΑΤΥΧΗΜΑ ΕΙΣ ΠΕΡΙΗΓΗΤΑΣ xyxy=(355,261,552,276)
defense-title: Ἡ ἀπολογία τοῦ κατηγορουμένου xyxy=(838,1027,965,1056)
divider xyxy=(134,488,325,489)
quote-value: 364.— xyxy=(303,234,333,244)
calendar-text: ΠΑΡΑΣΚΕΥΗ, 12 Μαρτίου. — Σελήνη 19 ἡμερῶν. Ἀνατολὴ ἡλ. ὥρα 5 λεπτ. 55. Δύσις ὥρα 6 λεπτά 18 Ἁγ. μάρτυρος. xyxy=(124,92,335,127)
disease-title: ΝΟΣΗΜΑΤΑ xyxy=(1274,973,1426,999)
exchange-date: Μαρτίου 14 1902 xyxy=(185,178,274,189)
article-salvage: ...τεράστια ξύλα ἀνήκοντα εἰς πλοῦσιον τι ἐκ τῶν βυθισθέντων σκαφῶν, σκαφῶν ὅμως ἐκ τῆς πολυκαιρίας καὶ τῆς ἐπιδράσεως τῆς θαλάσσης ὑποστάντων μεγάλας φθοράς καὶ σχεδὸν ἀδύνατα πρὸς διατήρησιν. Αἱ ἐργασίαι πρὸς ἀνέλκυσιν ἐξακολουθοῦσι, τὰ ἀνελκυσθέντα ὅμως ἀντικείμενα δὲν δύνανται ἀκόμη νὰ κριθῶσιν. xyxy=(124,342,335,481)
trial-day: ΗΜΕΡΑ ΤΕΤΑΡΤΗ xyxy=(587,226,768,244)
col4-chatzigrigoriou: ΣΠΥΡ. ΧΑΤΖΗΓΡΗΓΟΡΙΟΥ, ὁ ὁποῖος λέγει ὅτι εἶναι ἔμπορος εἰς τὸν Πειραιᾶ καὶ γνωρίζει τὴν οἰκίαν τῆς κ. Ἀρκάτα καὶ τὴν γέφυραν τῆς Καλλιρρόης. xyxy=(796,594,1007,663)
quote-name: Ὁμολ. Δανείων xyxy=(126,250,166,271)
diatribe-label: ΔΙΑΤΡΙΒΑΙ xyxy=(416,1044,491,1058)
trial-title-2: ΔΕΡΛΕΡΕ — ΛΕΥΚΑΔΙΟΥ xyxy=(611,110,744,146)
trial-subhead-1: Ἐν ὑπεκκαύσει xyxy=(629,488,726,501)
quote-row xyxy=(224,221,336,234)
quote-name: 110 ἐκ. 5ο|ο xyxy=(126,217,182,227)
col4-text-5: Δευτέρα κατάθεσις ἀναγινώσκεται τοῦ μάρτυρος Ἀγοραστοπούλου, ὅστις λέγει ὅτι εἶχε καταλάβει τὰ περὶ τῆς κόρης. Καλεῖται ὁ Ἐπίσκοπος ΑΠΟΣΤ. ΣΚΟΤΙΣΗ: Γνωρίζω ὅτι ἐπὶ τοῦ Λευκαδίου διεπράχθησαν καὶ πολλαὶ παρανομίαι. xyxy=(796,666,1007,777)
quote-row xyxy=(124,272,224,283)
quote-value xyxy=(188,250,224,272)
divider xyxy=(134,822,325,823)
quote-name: Πάγιον 4ο|ο xyxy=(126,239,183,249)
